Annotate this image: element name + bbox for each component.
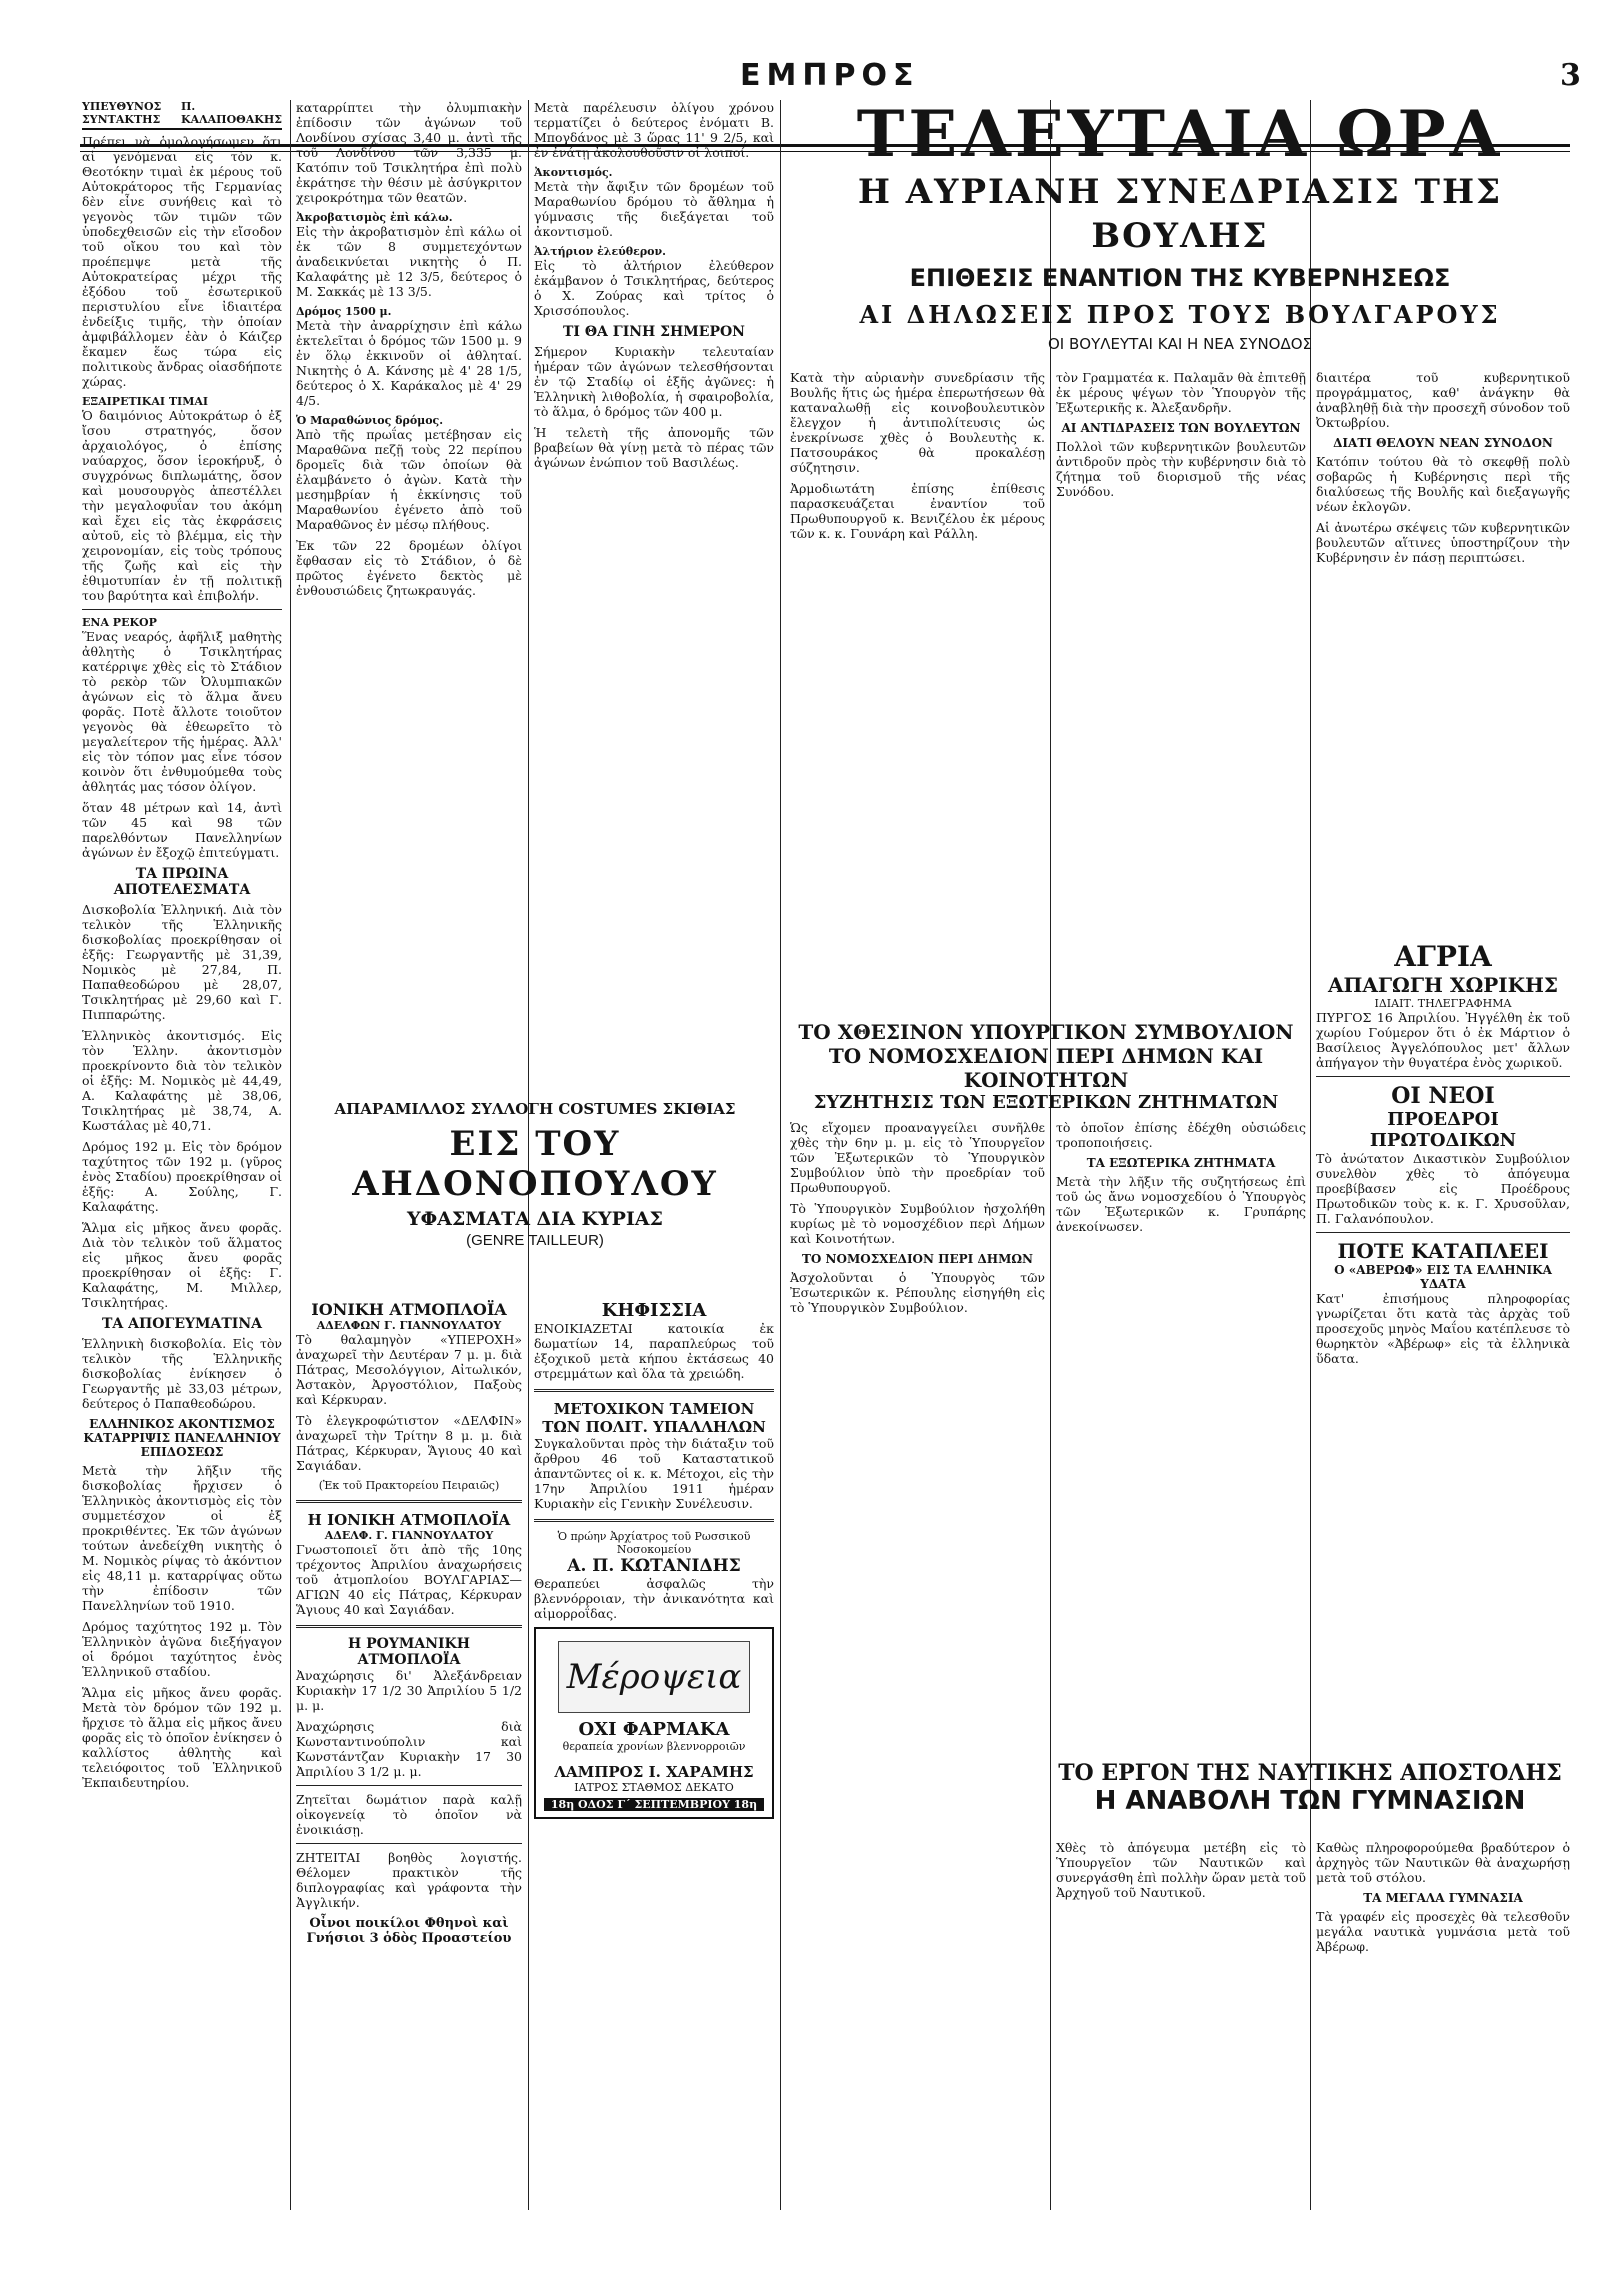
article-paragraph: Ἀσχολοῦνται ὁ Ὑπουργὸς τῶν Ἐσωτερικῶν κ. Ρέπουλης εἰσηγήθη εἰς τὸ Ὑπουργικὸν Συμβούλιον. <box>790 1270 1045 1315</box>
ad-text: Ἀναχώρησις δι' Ἀλεξάνδρειαν Κυριακὴν 17 1/2 30 Ἀπριλίου 5 1/2 μ. μ. <box>296 1668 522 1713</box>
ad-kifisia-title: ΚΗΦΙΣΣΙΑ <box>601 1300 707 1321</box>
article-paragraph: τὸν Γραμματέα κ. Παλαμᾶν θὰ ἐπιτεθῇ ἐκ μέρους ψέγων τὸν Ὑπουργὸν τῆς Ἐξωτερικῆς κ. Ἀλεξανδρῆν. <box>1056 370 1306 415</box>
ad-name: ΛΑΜΠΡΟΣ Ι. ΧΑΡΑΜΗΣ <box>554 1763 754 1781</box>
section-heading: ΤΑ ΠΡΩΙΝΑ ΑΠΟΤΕΛΕΣΜΑΤΑ <box>113 866 251 898</box>
council-col-b <box>1056 1120 1306 1240</box>
wild-headline-2: ΑΠΑΓΩΓΗ ΧΩΡΙΚΗΣ <box>1327 973 1559 997</box>
classified: Ζητεῖται δωμάτιον παρὰ καλῇ οἰκογενείᾳ τὸ ὁποῖον νὰ ἐνοικιάσῃ. <box>296 1792 522 1837</box>
article-paragraph: Ἅλμα εἰς μῆκος ἄνευ φορᾶς. Μετὰ τὸν δρόμον τῶν 192 μ. ἤρχισε τὸ ἅλμα εἰς μῆκος ἄνευ φορᾶς εἰς τὸ ὁποῖον ἐνίκησεν ὁ καλλίστος ἀθλητὴς καὶ τελειόφοιτος τοῦ Ἑλληνικοῦ Ἐκπαιδευτηρίου. <box>82 1685 282 1790</box>
ad-costumes <box>300 1060 770 1260</box>
section-heading: ΤΟ ΝΟΜΟΣΧΕΔΙΟΝ ΠΕΡΙ ΔΗΜΩΝ <box>801 1252 1034 1266</box>
section-label: ΕΞΑΙΡΕΤΙΚΑΙ ΤΙΜΑΙ <box>82 395 209 408</box>
ad-text: ΕΝΟΙΚΙΑΖΕΤΑΙ κατοικία ἐκ δωματίων 14, παραπλεύρως τοῦ ἐξοχικοῦ μετὰ κήπου ἐκτάσεως 40 στρεμμάτων καὶ ὅλα τὰ χρειώδη. <box>534 1321 774 1381</box>
article-paragraph: Πρέπει νὰ ὁμολογήσωμεν ὅτι αἱ γενόμεναι εἰς τὸν κ. Θεοτόκην τιμαὶ ἐκ μέρους τοῦ Αὐτοκράτορος τῆς Γερμανίας δὲν εἶνε συνήθεις καὶ τὸ γεγονὸς τῶν τιμῶν τῶν ὑποδεχθεισῶν εἰς τὴν εἴσοδον τοῦ οἴκου του καὶ τὸν προέπεμψε μετὰ τῆς Αὐτοκρατείρας μέχρι τῆς ἐξόδου τοῦ ἐσωτερικοῦ περιστυλίου εἶνε ἰδιαιτέρα ἐνδείξις τιμῆς, τὴν ὁποίαν ἀμφιβάλλομεν ἐὰν ὁ Κάιζερ ἔκαμεν ἕως τώρα εἰς πολιτικοὺς ἄνδρας οἱασδήποτε χώρας. <box>82 134 282 389</box>
article-paragraph: Κατ' ἐπισήμους πληροφορίας γνωρίζεται ὅτι κατὰ τὰς ἀρχὰς τοῦ προσεχοῦς μηνὸς Μαΐου κατέπλευσε τὸ θωρηκτὸν «Ἀβέρωφ» εἰς τὰ ἑλληνικὰ ὕδατα. <box>1316 1291 1570 1366</box>
section-heading: ΤΙ ΘΑ ΓΙΝΗ ΣΗΜΕΡΟΝ <box>563 324 745 340</box>
headline-synod: ΟΙ ΒΟΥΛΕΥΤΑΙ ΚΑΙ Η ΝΕΑ ΣΥΝΟΔΟΣ <box>1047 335 1313 353</box>
headline-parliament: Η ΑΥΡΙΑΝΗ ΣΥΝΕΔΡΙΑΣΙΣ ΤΗΣ ΒΟΥΛΗΣ <box>857 172 1503 256</box>
column-3 <box>534 100 774 476</box>
article-paragraph: Μετὰ τὴν ἀναρρίχησιν ἐπὶ κάλω ἐκτελεῖται ὁ δρόμος τῶν 1500 μ. 9 ἐν ὅλῳ ἐκκινοῦν οἱ ἀθληταί. Νικητὴς ὁ Α. Κάνσης μὲ 4' 28 1/5, δεύτερος ὁ Χ. Καράκαλος μὲ 4' 29 4/5. <box>296 318 522 408</box>
section-heading: ΤΑ ΑΠΟΓΕΥΜΑΤΙΝΑ <box>101 1316 263 1332</box>
article-paragraph: Τὸ ἀνώτατον Δικαστικὸν Συμβούλιον συνελθὸν χθὲς τὸ ἀπόγευμα προεβίβασεν εἰς Προέδρους Πρωτοδικῶν τοὺς κ. κ. Γ. Χρυσοῦλαν, Π. Γαλανόπουλον. <box>1316 1151 1570 1226</box>
naval-headlines <box>1050 1760 1570 1816</box>
divider <box>296 1843 522 1844</box>
right-col-b <box>1056 370 1306 505</box>
page-number: 3 <box>1560 58 1581 93</box>
article-subhead: Ὁ Μαραθώνιος δρόμος. <box>296 414 444 427</box>
column-divider <box>290 100 291 2210</box>
article-subhead: Ἀκοντισμός. <box>534 166 613 179</box>
never-headline-1: ΠΟΤΕ ΚΑΤΑΠΛΕΕΙ <box>1337 1239 1549 1263</box>
article-paragraph: Δρόμος ταχύτητος 192 μ. Τὸν Ἑλληνικὸν ἀγῶνα διεξήγαγον οἱ δρόμοι ταχύτητος ἐνὸς Ἑλληνικοῦ σταδίου. <box>82 1619 282 1679</box>
ad-text: Ἀναχώρησις διὰ Κωνσταντινούπολιν καὶ Κωνστάντζαν Κυριακὴν 17 30 Ἀπριλίου 3 1/2 μ. μ. <box>296 1719 522 1779</box>
article-paragraph: Τὰ γραφέν εἰς προσεχὲς θὰ τελεσθοῦν μεγάλα ναυτικὰ γυμνάσια μετὰ τοῦ Ἀβέρωφ. <box>1316 1909 1570 1954</box>
section-heading: ΕΛΛΗΝΙΚΟΣ ΑΚΟΝΤΙΣΜΟΣ ΚΑΤΑΡΡΙΨΙΣ ΠΑΝΕΛΛΗΝΙΟΥ ΕΠΙΔΟΣΕΩΣ <box>83 1417 281 1459</box>
divider <box>296 1625 522 1628</box>
article-subhead: Δρόμος 1500 μ. <box>296 305 392 318</box>
headline-attack: ΕΠΙΘΕΣΙΣ ΕΝΑΝΤΙΟΝ ΤΗΣ ΚΥΒΕΡΝΗΣΕΩΣ <box>909 264 1451 292</box>
section-heading: ΤΑ ΜΕΓΑΛΑ ΓΥΜΝΑΣΙΑ <box>1363 1891 1523 1905</box>
article-paragraph: Ὡς εἴχομεν προαναγγείλει συνῆλθε χθὲς τὴν 6ην μ. μ. εἰς τὸ Ὑπουργεῖον τῶν Ἐξωτερικῶν τὸ Ὑπουργικὸν Συμβούλιον ὑπὸ τὴν προεδρίαν τοῦ Πρωθυπουργοῦ. <box>790 1120 1045 1195</box>
section-heading: ΤΑ ΕΞΩΤΕΡΙΚΑ ΖΗΤΗΜΑΤΑ <box>1086 1156 1276 1170</box>
byline <box>82 100 282 130</box>
byline-role: ΥΠΕΥΘΥΝΟΣ ΣΥΝΤΑΚΤΗΣ <box>82 100 162 126</box>
article-subhead: Ἀκροβατισμὸς ἐπὶ κάλω. <box>296 211 453 224</box>
headline-declarations: ΑΙ ΔΗΛΩΣΕΙΣ ΠΡΟΣ ΤΟΥΣ ΒΟΥΛΓΑΡΟΥΣ <box>859 300 1501 329</box>
right-col-a <box>790 370 1045 547</box>
article-paragraph: Ἀρμοδιωτάτη ἐπίσης ἐπίθεσις παρασκευάζεται ἐναντίον τοῦ Πρωθυπουργοῦ κ. Βενιζέλου ἐκ μέρους τῶν κ. κ. Γουνάρη καὶ Ράλλη. <box>790 481 1045 541</box>
ad-text: Τὸ θαλαμηγὸν «ΥΠΕΡΟΧΗ» ἀναχωρεῖ τὴν Δευτέραν 7 μ. μ. διὰ Πάτρας, Μεσολόγγιον, Αἰτωλικόν, Ἀστακὸν, Ἀργοστόλιον, Παξοὺς καὶ Κέρκυραν. <box>296 1332 522 1407</box>
council-headline-3: ΣΥΖΗΤΗΣΙΣ ΤΩΝ ΕΞΩΤΕΡΙΚΩΝ ΖΗΤΗΜΑΤΩΝ <box>813 1092 1279 1113</box>
ad-ionian-title: ΙΟΝΙΚΗ ΑΤΜΟΠΛΟΪΑ <box>311 1300 507 1319</box>
ad-fund-title: ΜΕΤΟΧΙΚΟΝ ΤΑΜΕΙΟΝ ΤΩΝ ΠΟΛΙΤ. ΥΠΑΛΛΗΛΩΝ <box>542 1400 766 1436</box>
never-headline-2: Ο «ΑΒΕΡΩΦ» ΕΙΣ ΤΑ ΕΛΛΗΝΙΚΑ ΥΔΑΤΑ <box>1334 1263 1552 1291</box>
right-col-c <box>1316 370 1570 571</box>
ad-box-pharma <box>534 1627 774 1819</box>
article-paragraph: Πολλοὶ τῶν κυβερνητικῶν βουλευτῶν ἀντιδροῦν πρὸς τὴν κυβέρνησιν διὰ τὸ ζήτημα τοῦ διορισμοῦ τῆς νέας Συνόδου. <box>1056 439 1306 499</box>
ad-script-text: Μέροψεια <box>566 1657 742 1697</box>
ad-costumes-top: ΑΠΑΡΑΜΙΛΛΟΣ ΣΥΛΛΟΓΗ COSTUMES ΣΚΙΘΙΑΣ <box>334 1100 736 1118</box>
new-headline-1: ΟΙ ΝΕΟΙ <box>1391 1083 1495 1109</box>
divider <box>1316 1232 1570 1233</box>
ad-text: Γνωστοποιεῖ ὅτι ἀπὸ τῆς 10ης τρέχοντος Ἀπριλίου ἀναχωρήσεις τοῦ ἀτμοπλοίου ΒΟΥΛΓΑΡΙΑΣ—ΑΓΙΩΝ 40 εἰς Πάτρας, Κέρκυραν Ἅγιους 40 καὶ Σαγιάδαν. <box>296 1542 522 1617</box>
new-headline-2: ΠΡΟΕΔΡΟΙ ΠΡΩΤΟΔΙΚΩΝ <box>1369 1109 1517 1151</box>
wild-tag: ΙΔΙΑΙΤ. ΤΗΛΕΓΡΑΦΗΜΑ <box>1374 997 1512 1010</box>
ad-doctor-name: Α. Π. ΚΩΤΑΝΙΔΗΣ <box>567 1556 741 1576</box>
ad-ionian2-sub: ΑΔΕΛΦ. Γ. ΓΙΑΝΝΟΥΛΑΤΟΥ <box>324 1529 494 1542</box>
column-2-ads <box>296 1300 522 1946</box>
ad-costumes-title: ΕΙΣ ΤΟΥ ΑΗΔΟΝΟΠΟΥΛΟΥ <box>352 1124 718 1204</box>
article-paragraph: Σήμερον Κυριακὴν τελευταίαν ἡμέραν τῶν ἀγώνων τελεσθήσονται ἐν τῷ Σταδίῳ οἱ ἑξῆς ἀγῶνες: ἡ Ἑλληνικὴ λιθοβολία, ἡ σφαιροβολία, τὸ ἅλμα, ὁ δρόμος τῶν 400 μ. <box>534 344 774 419</box>
column-1 <box>82 100 282 1796</box>
council-col-a <box>790 1120 1045 1321</box>
newspaper-title: ΕΜΠΡΟΣ <box>740 58 920 93</box>
front-headline-block <box>790 97 1570 353</box>
article-paragraph: καταρρίπτει τὴν ὀλυμπιακὴν ἐπίδοσιν τῶν ἀγώνων τοῦ Λονδίνου σχίσας 3,40 μ. ἀντὶ τῆς τοῦ Λονδίνου τῶν 3,335 μ. Κατόπιν τοῦ Τσικλητήρα ἐπὶ πολὺ ἐκράτησε τὴν θέσιν μὲ ἀσύγκριτον χειροκρότημα τῶν θεατῶν. <box>296 100 522 205</box>
article-subhead: ΕΝΑ ΡΕΚΟΡ <box>82 616 157 629</box>
article-paragraph: Αἱ ἀνωτέρω σκέψεις τῶν κυβερνητικῶν βουλευτῶν αἵτινες ὑποστηρίζουν τὴν Κυβέρνησιν ἐν πάσῃ περιπτώσει. <box>1316 520 1570 565</box>
article-paragraph: Μετὰ τὴν ἄφιξιν τῶν δρομέων τοῦ Μαραθωνίου δρόμου τὸ ἄθλημα ἡ γύμνασις τῆς διεξάγεται τοῦ ἀκοντισμοῦ. <box>534 179 774 239</box>
article-paragraph: Εἰς τὴν ἀκροβατισμὸν ἐπὶ κάλω οἱ ἐκ τῶν 8 συμμετεχόντων ἀναδεικνύεται νικητὴς ὁ Π. Καλαφάτης μὲ 12 3/5, δεύτερος ὁ Μ. Σακκάς μὲ 13 3/5. <box>296 224 522 299</box>
ad-doctor-title: Ὁ πρώην Ἀρχίατρος τοῦ Ρωσσικοῦ Νοσοκομείου <box>557 1530 751 1556</box>
column-divider <box>1310 100 1311 2210</box>
naval-headline-1: ΤΟ ΕΡΓΟΝ ΤΗΣ ΝΑΥΤΙΚΗΣ ΑΠΟΣΤΟΛΗΣ <box>1058 1760 1562 1786</box>
naval-col-a <box>1056 1840 1306 1906</box>
ad-script-logo <box>558 1641 750 1713</box>
naval-headline-2: Η ΑΝΑΒΟΛΗ ΤΩΝ ΓΥΜΝΑΣΙΩΝ <box>1094 1786 1526 1816</box>
article-paragraph: Ἅλμα εἰς μῆκος ἄνευ φορᾶς. Διὰ τὸν τελικὸν τοῦ ἅλματος εἰς μῆκος ἄνευ φορᾶς προεκρίθησαν οἱ ἑξῆς: Γ. Καλαφάτης, Μ. Μιλλερ, Τσικλητήρας. <box>82 1220 282 1310</box>
headline-last-hour: ΤΕΛΕΥΤΑΙΑ ΩΡΑ <box>856 97 1504 172</box>
council-headline-2: ΤΟ ΝΟΜΟΣΧΕΔΙΟΝ ΠΕΡΙ ΔΗΜΩΝ ΚΑΙ ΚΟΙΝΟΤΗΤΩΝ <box>828 1044 1264 1092</box>
ad-text: Θεραπεύει ἀσφαλῶς τὴν βλεννόρροιαν, τὴν ἀνικανότητα καὶ αἱμορροΐδας. <box>534 1576 774 1621</box>
column-divider <box>780 100 781 2210</box>
classified: ΖΗΤΕΙΤΑΙ βοηθὸς λογιστής. Θέλομεν πρακτικὸν τῆς διπλογραφίας καὶ γράφοντα τὴν Ἀγγλικήν. <box>296 1850 522 1910</box>
divider <box>296 1500 522 1503</box>
article-paragraph: Εἰς τὸ ἀλτήριον ἐλεύθερον ἐκάμβανον ὁ Τσικλητήρας, δεύτερος ὁ Χ. Ζούρας καὶ τρίτος ὁ Χρισσόπουλος. <box>534 258 774 318</box>
article-paragraph: Τὸ Ὑπουργικὸν Συμβούλιον ἠσχολήθη κυρίως μὲ τὸ νομοσχέδιον περὶ Δήμων καὶ Κοινοτήτων. <box>790 1201 1045 1246</box>
article-paragraph: ΠΥΡΓΟΣ 16 Ἀπριλίου. Ἠγγέλθη ἐκ τοῦ χωρίου Γούμερον ὅτι ὁ ἐκ Μάρτιον ὁ Βασίλειος Ἀγγελόπουλος μετ' ἄλλων ἀπήγαγον τὴν θυγατέρα ἐνὸς χωρικοῦ. <box>1316 1010 1570 1070</box>
column-3-ads <box>534 1300 774 1825</box>
ad-costumes-sub: ΥΦΑΣΜΑΤΑ ΔΙΑ ΚΥΡΙΑΣ <box>407 1208 663 1230</box>
byline-name: Π. ΚΑΛΑΠΟΘΑΚΗΣ <box>181 100 282 126</box>
ad-big-text: ΟΧΙ ΦΑΡΜΑΚΑ <box>578 1719 730 1740</box>
ad-wines: Οἶνοι ποικίλοι Φθηνοὶ καὶ Γνήσιοι 3 ὁδὸς Προαστείου <box>306 1916 512 1946</box>
naval-col-b <box>1316 1840 1570 1960</box>
ad-costumes-genre: (GENRE TAILLEUR) <box>466 1232 604 1249</box>
ad-note: (Ἐκ τοῦ Πρακτορείου Πειραιῶς) <box>318 1479 500 1492</box>
ad-ionian2-title: Η ΙΟΝΙΚΗ ΑΤΜΟΠΛΟΪΑ <box>307 1511 511 1529</box>
council-headline-1: ΤΟ ΧΘΕΣΙΝΟΝ ΥΠΟΥΡΓΙΚΟΝ ΣΥΜΒΟΥΛΙΟΝ <box>798 1020 1294 1044</box>
right-col-stories <box>1316 940 1570 1372</box>
ad-ionian-sub: ΑΔΕΛΦΩΝ Γ. ΓΙΑΝΝΟΥΛΑΤΟΥ <box>316 1319 502 1332</box>
column-divider <box>1050 100 1051 2210</box>
divider <box>534 1389 774 1392</box>
masthead <box>0 58 1600 98</box>
ad-sub: θεραπεία χρονίων βλεννορροιῶν <box>562 1740 746 1753</box>
council-headlines <box>790 1020 1302 1113</box>
divider <box>296 1785 522 1786</box>
article-paragraph: Ἡ τελετὴ τῆς ἀπονομῆς τῶν βραβείων θὰ γίνῃ μετὰ τὸ πέρας τῶν ἀγώνων ἐνώπιον τοῦ Βασιλέως. <box>534 425 774 470</box>
article-paragraph: Δισκοβολία Ἑλληνική. Διὰ τὸν τελικὸν τῆς Ἑλληνικῆς δισκοβολίας προεκρίθησαν οἱ ἑξῆς: Γεωργαντῆς μὲ 31,39, Νομικὸς μὲ 27,84, Π. Παπαθεοδώρου μὲ 28,07, Τσικλητήρας μὲ 29,60 καὶ Γ. Πιππαρώτης. <box>82 902 282 1022</box>
article-paragraph: Ἀπὸ τῆς πρωΐας μετέβησαν εἰς Μαραθῶνα πεζῇ τοὺς 22 περίπου δρομεῖς διὰ τῶν ὁποίων θὰ ἐλαμβάνετο ὁ ἀγὼν. Κατὰ τὴν μεσημβρίαν ἡ ἐκκίνησις τοῦ Μαραθωνίου ἐγένετο ἀπὸ τοῦ Μαραθῶνος ἐν μέσῳ πλήθους. <box>296 427 522 532</box>
column-2 <box>296 100 522 604</box>
divider <box>82 609 282 610</box>
ad-foot: ΙΑΤΡΟΣ ΣΤΑΘΜΟΣ ΔΕΚΑΤΟ <box>574 1781 734 1794</box>
article-paragraph: Κατόπιν τούτου θὰ τὸ σκεφθῇ πολὺ σοβαρῶς ἡ Κυβέρνησις περὶ τῆς διαλύσεως τῆς Βουλῆς καὶ διεξαγωγῆς νέων ἐκλογῶν. <box>1316 454 1570 514</box>
article-paragraph: Ἕνας νεαρός, ἀφῆλιξ μαθητὴς ἀθλητὴς ὁ Τσικλητήρας κατέρριψε χθὲς εἰς τὸ Στάδιον τὸ ρεκὸρ τῶν Ὀλυμπιακῶν ἀγώνων εἰς τὸ ἅλμα ἄνευ φορᾶς. Ποτὲ ἄλλοτε τοιοῦτον γεγονὸς θὰ ἐθεωρεῖτο τὸ μεγαλείτερον τῆς ἡμέρας. Ἀλλ' εἰς τὸν τόπον μας εἶνε τόσον κοινὸν ὅτι ἐνθυμούμεθα τοὺς ἀθλητάς μας τόσον ὀλίγον. <box>82 629 282 794</box>
article-paragraph: τὸ ὁποῖον ἐπίσης ἐδέχθη οὐσιώδεις τροποποιήσεις. <box>1056 1120 1306 1150</box>
article-paragraph: Μετὰ παρέλευσιν ὀλίγου χρόνου τερματίζει ὁ δεύτερος ἐνόματι Β. Μπογδάνος μὲ 3 ὥρας 11' 9 2/5, καὶ ἐν ἐνάτῃ ἀκολουθοῦσιν οἱ λοιποί. <box>534 100 774 160</box>
wild-headline-1: ΑΓΡΙΑ <box>1394 940 1492 973</box>
ad-romanian-title: Η ΡΟΥΜΑΝΙΚΗ ΑΤΜΟΠΛΟΪΑ <box>348 1636 470 1668</box>
article-paragraph: Ὁ δαιμόνιος Αὐτοκράτωρ ὁ ἐξ ἴσου στρατηγός, ὅσον ἀρχαιολόγος, ὁ ἐπίσης ναύαρχος, ὅσον ἱεροκήρυξ, ὁ συγχρόνως διπλωμάτης, ὅσον καὶ μουσουργὸς ἀπεστέλλει τὴν μεγαλοφυΐαν του ἀκόμη καὶ ἔχει εἰς τὰς ἐκφράσεις αὐτοῦ, εἰς τὸ βλέμμα, εἰς τὴν χειρονομίαν, εἰς τοὺς τρόπους τῆς ζωῆς καὶ εἰς τὴν ἐθιμοτυπίαν ἐν τῇ πολιτικῇ του βαρύτητα καὶ ἐπιβολήν. <box>82 408 282 603</box>
article-paragraph: Ἑλληνικὴ δισκοβολία. Εἰς τὸν τελικὸν τῆς Ἑλληνικῆς δισκοβολίας ἐνίκησεν ὁ Γεωργαντῆς μὲ 33,03 μέτρων, δεύτερος ὁ Παπαθεοδώρου. <box>82 1336 282 1411</box>
article-paragraph: Μετὰ τὴν λῆξιν τῆς συζητήσεως ἐπὶ τοῦ ὡς ἄνω νομοσχεδίου ὁ Ὑπουργὸς τῶν Ἐξωτερικῶν κ. Γρυπάρης ἀνεκοίνωσεν. <box>1056 1174 1306 1234</box>
section-heading: ΑΙ ΑΝΤΙΔΡΑΣΕΙΣ ΤΩΝ ΒΟΥΛΕΥΤΩΝ <box>1061 421 1301 435</box>
article-subhead: Ἀλτήριον ἐλεύθερον. <box>534 245 666 258</box>
section-heading: ΔΙΑΤΙ ΘΕΛΟΥΝ ΝΕΑΝ ΣΥΝΟΔΟΝ <box>1333 436 1553 450</box>
ad-address: 18η ΟΔΟΣ Γ΄ ΣΕΠΤΕΜΒΡΙΟΥ 18η <box>544 1798 764 1811</box>
article-paragraph: διαιτέρα τοῦ κυβερνητικοῦ προγράμματος, καθ' ἀνάγκην θὰ ἀναβληθῇ διὰ τὴν προσεχῆ σύνοδον τοῦ Ὀκτωβρίου. <box>1316 370 1570 430</box>
ad-text: Τὸ ἐλεγκροφώτιστον «ΔΕΛΦΙΝ» ἀναχωρεῖ τὴν Τρίτην 8 μ. μ. διὰ Πάτρας, Κέρκυραν, Ἅγιους 40 καὶ Σαγιάδαν. <box>296 1413 522 1473</box>
divider <box>1316 1076 1570 1077</box>
article-paragraph: Μετὰ τὴν λῆξιν τῆς δισκοβολίας ἤρχισεν ὁ Ἑλληνικὸς ἀκοντισμὸς εἰς τὸν συμμετέσχον οἱ ἐξ προκριθέντες. Ἐκ τῶν ἀγώνων τούτων ἀνεδείχθη νικητὴς ὁ Μ. Νομικὸς ρίψας τὸ ἀκόντιον εἰς 48,11 μ. καταρρίψας οὕτω τὴν ἐπίδοσιν τῶν Πανελληνίων τοῦ 1910. <box>82 1463 282 1613</box>
article-paragraph: Ἐκ τῶν 22 δρομέων ὀλίγοι ἔφθασαν εἰς τὸ Στάδιον, ὁ δὲ πρῶτος ἐγένετο δεκτὸς μὲ ἐνθουσιώδεις ζητωκραυγάς. <box>296 538 522 598</box>
article-paragraph: Κατὰ τὴν αὐριανὴν συνεδρίασιν τῆς Βουλῆς ἥτις ὡς ἡμέρα ἐπερωτήσεων θὰ καταναλωθῇ εἰς κοινοβουλευτικὸν ἔλεγχον ἡ ἀντιπολίτευσις ὡς ἐνεκρίνωσε χθὲς ὁ Βουλευτὴς κ. Πατσουράκος θὰ προκαλέσῃ σύζητησιν. <box>790 370 1045 475</box>
article-paragraph: ὅταν 48 μέτρων καὶ 14, ἀντὶ τῶν 45 καὶ 98 τῶν παρελθόντων Πανελληνίων ἀγώνων ἐν ἔξοχῷ ἐπιτεύγματι. <box>82 800 282 860</box>
article-paragraph: Ἑλληνικὸς ἀκοντισμός. Εἰς τὸν Ἑλλην. ἀκοντισμὸν προεκρίνοντο διὰ τὸν τελικὸν οἱ ἑξῆς: Μ. Νομικὸς μὲ 44,49, Α. Καλαφάτης μὲ 38,06, Τσικλητήρας μὲ 38,74, Α. Κωστάλας μὲ 40,71. <box>82 1028 282 1133</box>
article-paragraph: Καθὼς πληροφορούμεθα βραδύτερον ὁ ἀρχηγὸς τῶν Ναυτικῶν θὰ ἀναχωρήσῃ μετὰ τοῦ στόλου. <box>1316 1840 1570 1885</box>
ad-text: Συγκαλοῦνται πρὸς τὴν διάταξιν τοῦ ἄρθρου 46 τοῦ Καταστατικοῦ ἁπαντῶντες οἱ κ. κ. Μέτοχοι, εἰς τὴν 17ην Ἀπριλίου 1911 ἡμέραν Κυριακὴν εἰς Γενικὴν Συνέλευσιν. <box>534 1436 774 1511</box>
article-paragraph: Χθὲς τὸ ἀπόγευμα μετέβη εἰς τὸ Ὑπουργεῖον τῶν Ναυτικῶν καὶ συνεργάσθη ἐπὶ πολλὴν ὥραν μετὰ τοῦ Ἀρχηγοῦ τοῦ Ναυτικοῦ. <box>1056 1840 1306 1900</box>
divider <box>534 1519 774 1522</box>
article-paragraph: Δρόμος 192 μ. Εἰς τὸν δρόμον ταχύτητος τῶν 192 μ. (γῦρος ἐνὸς Σταδίου) προεκρίθησαν οἱ ἑξῆς: Α. Σούλης, Γ. Καλαφάτης. <box>82 1139 282 1214</box>
